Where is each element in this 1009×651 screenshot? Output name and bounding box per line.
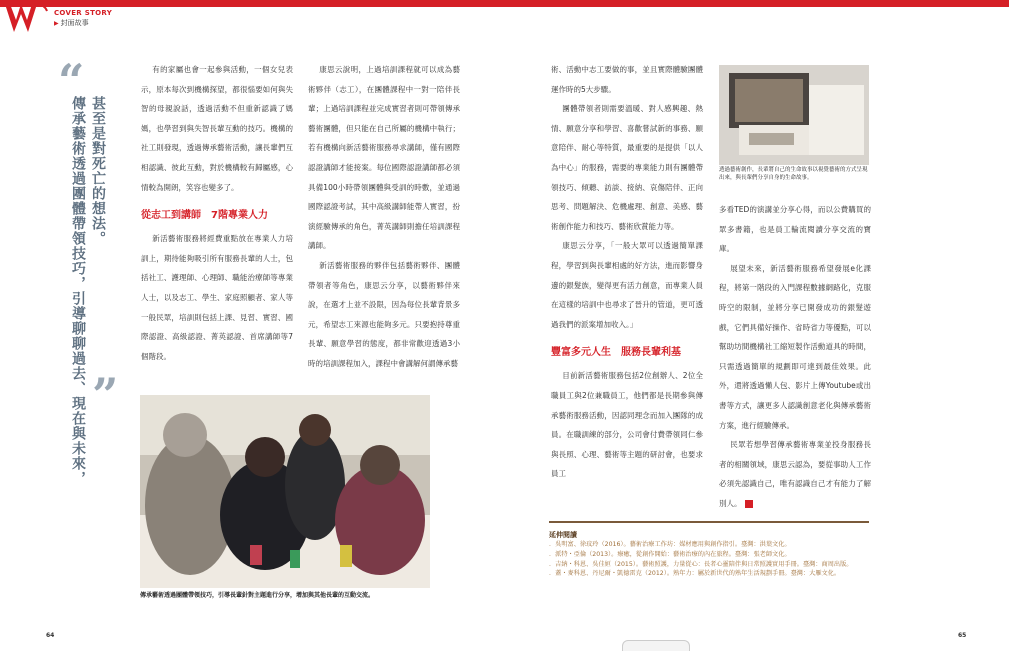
further-reading-box: [549, 521, 869, 579]
memory-box-artwork-photo: [719, 65, 869, 165]
paragraph: 新活藝術服務將經費重點放在專業人力培訓上，期待能夠吸引所有服務長輩的人士，包括社工、護理師、心理師、職能治療師等專業人士，以及志工、學生、家庭照顧者、家人等一般民眾，培訓則包括上課、見習、實習、國際認證、高級認證、菁英認證、首席講師等7個階段。: [141, 234, 293, 361]
section-label-zh-text: 封面故事: [60, 19, 89, 27]
close-quote-icon: ”: [92, 368, 119, 422]
article-column-1: [141, 60, 293, 366]
section-heading-1: 從志工到講師 7階專業人力: [141, 210, 268, 222]
paragraph: 有的家屬也會一起參與活動，一個女兒表示，原本每次到機構探望，都很惱要如何與失智的母親說話，透過活動不但重新認識了媽媽，也學習到與失智長輩互動的技巧。機構的社工則發現，透過傳承藝術活動，讓長輩們互相認識、彼此互動，對於機構較有歸屬感，心情較為開朗，笑容也變多了。: [141, 65, 293, 192]
divider: [549, 521, 869, 523]
open-quote-icon: “: [58, 54, 85, 108]
article-column-3: [551, 60, 703, 484]
pull-quote-line-1: 甚至是對死亡的想法。: [90, 96, 106, 246]
section-label-zh: [54, 18, 89, 28]
paragraph: 目前新活藝術服務包括2位創辦人、2位全職員工與2位兼職員工，他們都是長期參與傳承藝術服務活動，因認同理念而加入團隊的成員。在職訓練的部分，公司會付費帶領同仁參與長照、心理、藝術等主題的研討會，也要求員工: [551, 371, 703, 479]
paragraph: 新活藝術服務的夥伴包括藝術夥伴、團體帶領者等角色，康思云分享，以藝術夥伴來說，在選才上並不設限，因為每位長輩背景多元，希望志工來源也能夠多元。只要抱持尊重長輩、願意學習的態度，都非常歡迎透過3小時的培訓課程加入，課程中會講解何謂傳承藝: [308, 260, 460, 368]
paragraph: 多看TED的演講並分享心得，而以公費購買的眾多書籍，也是員工輪流閱讀分享交流的寶庫。: [719, 205, 871, 254]
article-column-2: [308, 60, 460, 374]
reference-item: ．吉納・科恩、吳佳姮（2015）。藝術照護，力量從心：長者心靈陪伴與日常照護實用手冊。臺灣：商周出版。: [549, 560, 853, 568]
page-number-left: 64: [46, 632, 55, 639]
photo-caption-1: 傳承藝術透過團體帶領技巧，引導長輩針對主題進行分享，增加與其他長輩的互動交流。: [140, 592, 375, 599]
photo-caption-2: 透過藝術創作，長輩將自己的生命故事以視覺藝術的方式呈現出來，與長輩們分享自身的生命故事。: [719, 167, 868, 181]
paragraph: 康思云分享，「一般大眾可以透過簡單課程，學習到與長輩相處的好方法，進而影響身邊的銀髮族，變得更有活力創意，而專業人員在這樣的培訓中也尋求了晉升的管道，更可透過我們的派案增加收入。」: [551, 241, 703, 329]
elderly-art-activity-photo: [140, 395, 430, 588]
end-mark-icon: [745, 500, 753, 508]
further-reading-title: 延伸閱讀: [549, 531, 577, 539]
paragraph-text: 民眾若想學習傳承藝術專業並投身服務長者的相關領域，康思云認為，要從事助人工作必須先認識自己，唯有認識自己才有能力了解別人。: [719, 440, 871, 508]
paragraph: [719, 435, 871, 513]
triangle-icon: ▶: [54, 20, 59, 27]
reference-item: ．蓋・麥科恩、丹尼爾・凱德雷克（2012）。熟年力：屬於新世代的熟年生活規劃手冊。臺灣：大雁文化。: [549, 570, 841, 578]
paragraph: 團體帶領者則需要溫暖、對人感興趣、熱情、願意分享和學習、喜歡嘗試新的事務、願意陪伴、耐心等特質，最重要的是提供「以人為中心」的服務，需要的專業能力則有團體帶領技巧、傾聽、訪談、接納、哀傷陪伴、正向思考、問題解決、危機處理、創意、美感、藝術創作能力和技巧、藝術欣賞能力等。: [551, 104, 703, 231]
page-number-right: 65: [958, 632, 967, 639]
paragraph: 康思云說明，上過培訓課程就可以成為藝術夥伴（志工），在團體課程中一對一陪伴長輩；上過培訓課程並完成實習者則可帶領傳承藝術團體，但只能在自己所屬的機構中執行；若有機構向新活藝術服務尋求講師，僅有國際認證講師才能接案。每位國際認證講師都必須具備100小時帶領團體與受訓的時數，並通過國際認證考試，其中高級講師能帶人實習，扮演經驗傳承的角色，菁英講師則擔任培訓課程講師。: [308, 65, 460, 251]
paragraph: 展望未來，新活藝術服務希望發展e化課程，將第一階段的入門課程數據網路化，克服時空的限制，並將分享已開發成功的銀髮遊戲，它們具備好操作、省時省力等優點，可以幫助坊間機構社工縮短製作活動道具的時間，只需透過簡單的規劃即可達到最佳效果。此外，還將透過懶人包、影片上傳Youtube或出書等方式，讓更多人認識創意老化與傳承藝術方案，進行經驗傳承。: [719, 263, 871, 430]
pull-quote-line-2: 傳承藝術透過團體帶領技巧，引導聊聊過去、現在與未來，: [70, 96, 86, 486]
magazine-w-logo: [4, 1, 48, 35]
section-heading-2: 豐富多元人生 服務長輩利基: [551, 347, 681, 359]
viewer-page-tab[interactable]: [622, 640, 690, 651]
section-label-en: COVER STORY: [54, 9, 113, 17]
reference-item: ．派特・亞倫（2013）。療癒，從創作開始：藝術治療的內在旅程。臺灣：張老師文化。: [549, 550, 791, 558]
reference-item: ．吳明富、徐玟玲（2016）。藝術治療工作坊：媒材應用與創作指引。臺灣：洪葉文化。: [549, 541, 791, 548]
paragraph: 術、活動中志工要做的事，並且實際體驗團體運作時的5大步驟。: [551, 65, 703, 94]
top-red-bar: [0, 0, 1009, 7]
article-column-4: [719, 200, 871, 514]
